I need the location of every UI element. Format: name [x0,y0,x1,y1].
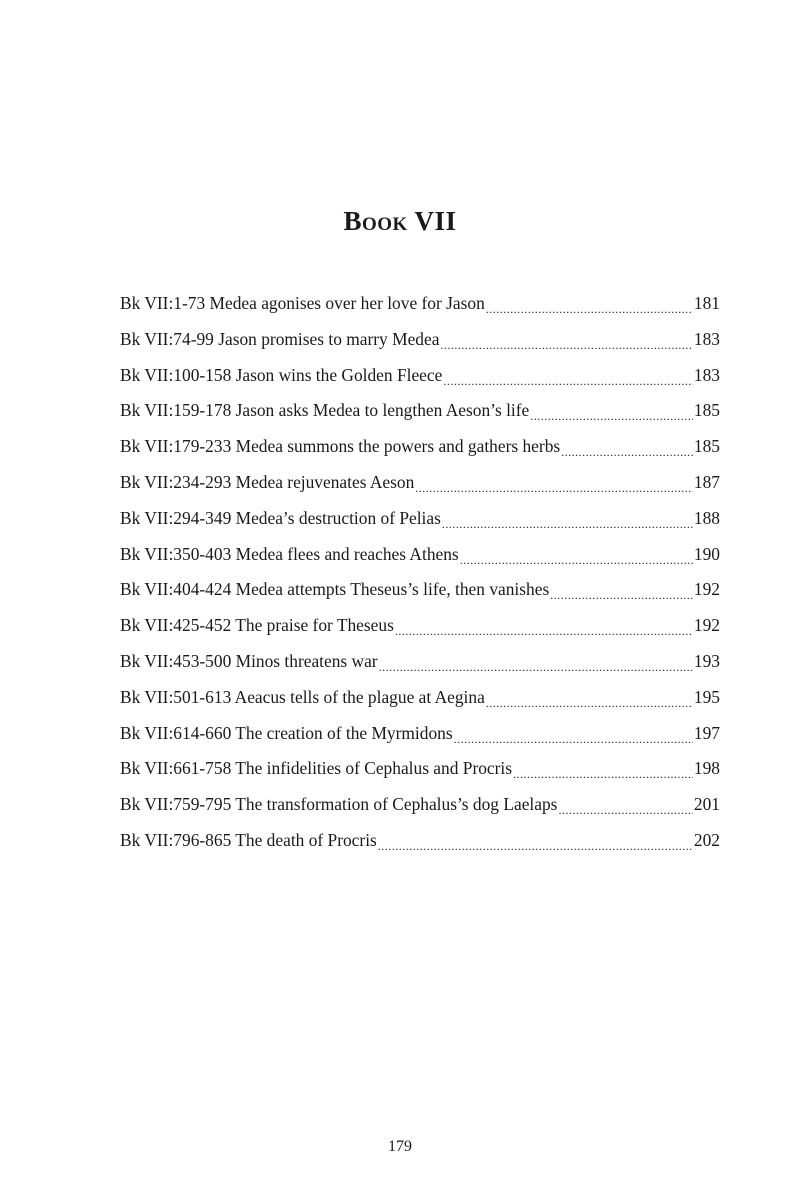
toc-entry [120,612,720,648]
toc-entry-page: 190 [693,543,720,564]
book-title: Book VII [343,206,457,236]
toc-entry [120,505,720,541]
toc-leader-dots [415,477,693,494]
toc-entry-page: 181 [693,293,720,313]
toc-entry-page: 188 [693,507,720,528]
toc-leader-dots [513,763,693,780]
toc-entry-title: Bk VII:759-795 The transformation of Cephalus’s dog Laelaps [120,794,558,815]
toc-entry [120,827,720,863]
toc-entry-title: Bk VII:179-233 Medea summons the powers and gathers herbs [120,436,561,457]
toc-entry-title: Bk VII:294-349 Medea’s destruction of Pelias [120,507,441,528]
toc-entry-title: Bk VII:614-660 The creation of the Myrmidons [120,722,453,743]
toc-entry-page: 195 [693,686,720,707]
toc-entry [120,326,720,362]
toc-leader-dots [443,370,693,387]
toc-leader-dots [530,405,693,422]
toc-entry-page: 197 [693,722,720,743]
toc-leader-dots [395,620,693,637]
toc-entry-title: Bk VII:501-613 Aeacus tells of the plague at Aegina [120,686,485,707]
toc-leader-dots [561,441,693,458]
toc-entry-page: 192 [693,579,720,600]
toc-entry-page: 202 [693,829,720,850]
toc-entry-page: 198 [693,758,720,779]
toc-entry-page: 187 [693,471,720,492]
toc-entry-page: 201 [693,794,720,815]
toc-leader-dots [558,799,692,816]
toc-entry [120,397,720,433]
toc-entry-title: Bk VII:100-158 Jason wins the Golden Fleece [120,364,443,385]
toc-entry-title: Bk VII:74-99 Jason promises to marry Medea [120,328,440,349]
toc-entry-title: Bk VII:234-293 Medea rejuvenates Aeson [120,471,415,492]
toc-entry [120,433,720,469]
toc-leader-dots [454,728,693,745]
toc-entry [120,362,720,398]
toc-leader-dots [442,513,693,530]
toc-entry-page: 183 [693,364,720,385]
toc-entry-title: Bk VII:350-403 Medea flees and reaches Athens [120,543,459,564]
toc-entry [120,755,720,791]
toc-entry-page: 185 [693,436,720,457]
toc-entry [120,541,720,577]
page-number: 179 [388,1138,412,1155]
toc-entry [120,684,720,720]
toc-entry-title: Bk VII:453-500 Minos threatens war [120,650,378,671]
toc-entry-title: Bk VII:425-452 The praise for Theseus [120,615,394,636]
toc-leader-dots [379,656,693,673]
toc-leader-dots [460,549,693,566]
toc-leader-dots [486,692,693,709]
toc-entry [120,469,720,505]
table-of-contents [120,290,720,863]
toc-entry-title: Bk VII:159-178 Jason asks Medea to lengthen Aeson’s life [120,400,530,421]
toc-entry-title: Bk VII:796-865 The death of Procris [120,829,377,850]
toc-entry-page: 185 [693,400,720,421]
toc-entry-title: Bk VII:1-73 Medea agonises over her love for Jason [120,293,485,313]
toc-entry [120,791,720,827]
toc-entry-title: Bk VII:404-424 Medea attempts Theseus’s life, then vanishes [120,579,550,600]
toc-leader-dots [440,334,692,351]
toc-entry [120,290,720,326]
toc-leader-dots [550,584,693,601]
toc-entry-page: 183 [693,328,720,349]
toc-entry-page: 192 [693,615,720,636]
toc-entry [120,576,720,612]
toc-leader-dots [486,298,693,315]
toc-entry [120,648,720,684]
toc-entry-page: 193 [693,650,720,671]
toc-leader-dots [378,835,693,852]
toc-entry-title: Bk VII:661-758 The infidelities of Cephalus and Procris [120,758,513,779]
toc-entry [120,720,720,756]
